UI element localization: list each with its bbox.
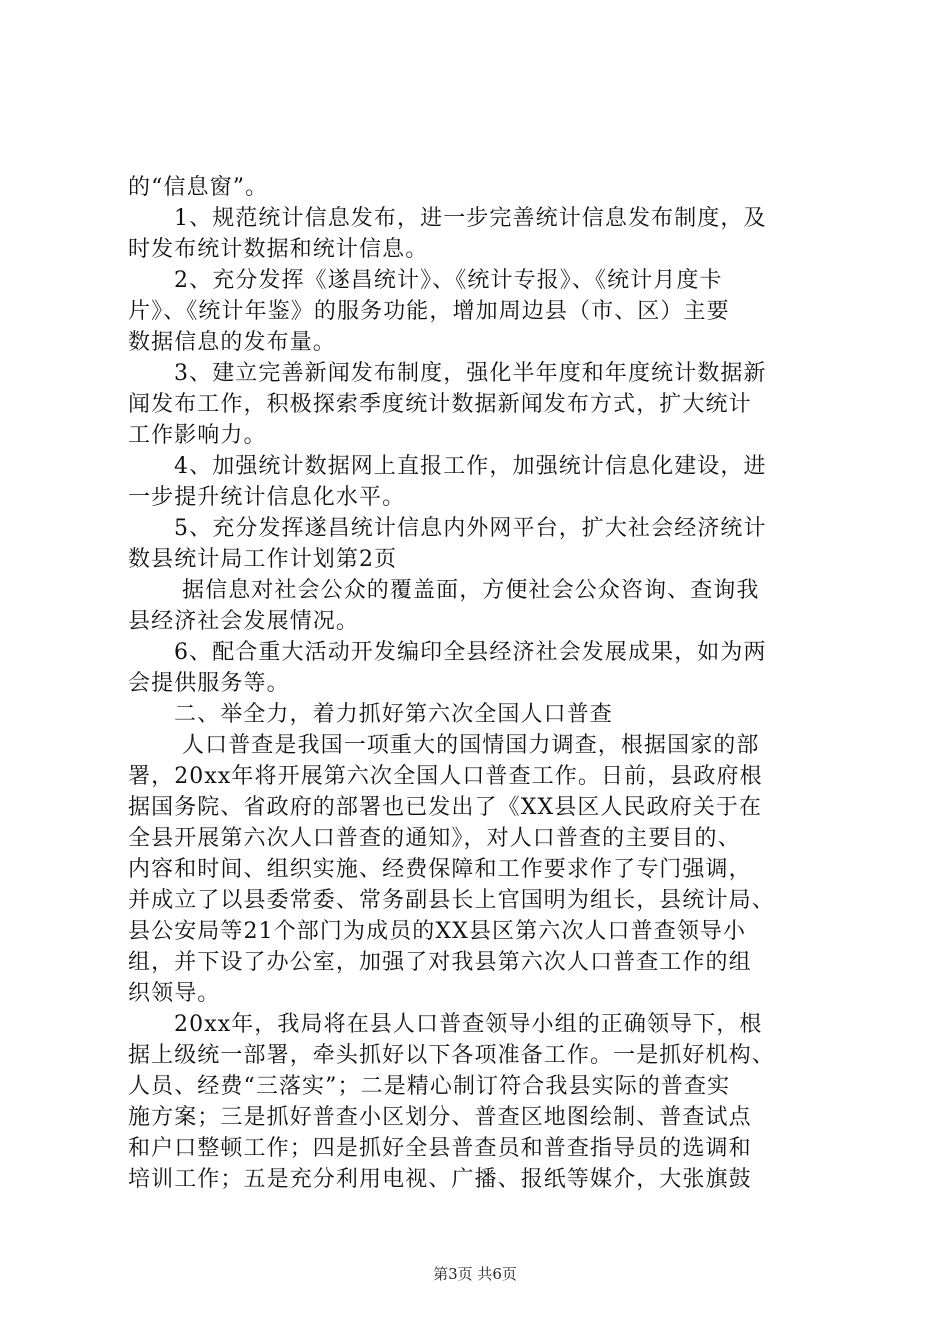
text-line: 片》、《统计年鉴》的服务功能，增加周边县（市、区）主要 <box>128 299 730 324</box>
text-line: 和户口整顿工作；四是抓好全县普查员和普查指导员的选调和 <box>128 1136 752 1161</box>
text-line: 6、配合重大活动开发编印全县经济社会发展成果，如为两 <box>174 640 767 665</box>
document-body <box>128 172 828 1195</box>
text-line: 全县开展第六次人口普查的通知》，对人口普查的主要目的、 <box>128 826 741 851</box>
text-line: 会提供服务等。 <box>128 671 290 696</box>
text-line: 据信息对社会公众的覆盖面，方便社会公众咨询、查询我 <box>182 578 760 603</box>
text-line: 的“信息窗”。 <box>128 175 269 200</box>
text-line: 据上级统一部署，牵头抓好以下各项准备工作。一是抓好机构、 <box>128 1043 775 1068</box>
page-number-footer: 第3页 共6页 <box>433 1265 517 1283</box>
text-line: 培训工作；五是充分利用电视、广播、报纸等媒介，大张旗鼓 <box>128 1167 752 1192</box>
text-line: 施方案；三是抓好普查小区划分、普查区地图绘制、普查试点 <box>128 1105 752 1130</box>
text-line: 人口普查是我国一项重大的国情国力调查，根据国家的部 <box>182 733 760 758</box>
text-line: 3、建立完善新闻发布制度，强化半年度和年度统计数据新 <box>174 361 767 386</box>
text-line: 县公安局等21个部门为成员的XX县区第六次人口普查领导小 <box>128 919 747 944</box>
text-line: 数县统计局工作计划第2页 <box>128 547 398 572</box>
text-line: 4、加强统计数据网上直报工作，加强统计信息化建设，进 <box>174 454 767 479</box>
text-line: 20xx年，我局将在县人口普查领导小组的正确领导下，根 <box>174 1012 763 1037</box>
text-line: 据国务院、省政府的部署也已发出了《XX县区人民政府关于在 <box>128 795 763 820</box>
text-line: 工作影响力。 <box>128 423 267 448</box>
text-line: 1、规范统计信息发布，进一步完善统计信息发布制度，及 <box>174 206 767 231</box>
text-line: 时发布统计数据和统计信息。 <box>128 237 429 262</box>
text-line: 县经济社会发展情况。 <box>128 609 360 634</box>
text-line: 5、充分发挥遂昌统计信息内外网平台，扩大社会经济统计 <box>174 516 767 541</box>
text-line: 2、充分发挥《遂昌统计》、《统计专报》、《统计月度卡 <box>174 268 723 293</box>
text-line: 组，并下设了办公室，加强了对我县第六次人口普查工作的组 <box>128 950 752 975</box>
text-line: 署，20xx年将开展第六次全国人口普查工作。日前，县政府根 <box>128 764 763 789</box>
text-line: 人员、经费“三落实”；二是精心制订符合我县实际的普查实 <box>128 1074 731 1099</box>
text-line: 数据信息的发布量。 <box>128 330 336 355</box>
section-heading: 二、举全力，着力抓好第六次全国人口普查 <box>174 702 613 727</box>
text-line: 闻发布工作，积极探索季度统计数据新闻发布方式，扩大统计 <box>128 392 752 417</box>
text-line: 一步提升统计信息化水平。 <box>128 485 406 510</box>
text-line: 织领导。 <box>128 981 221 1006</box>
text-line: 并成立了以县委常委、常务副县长上官国明为组长，县统计局、 <box>128 888 775 913</box>
text-line: 内容和时间、组织实施、经费保障和工作要求作了专门强调， <box>128 857 752 882</box>
